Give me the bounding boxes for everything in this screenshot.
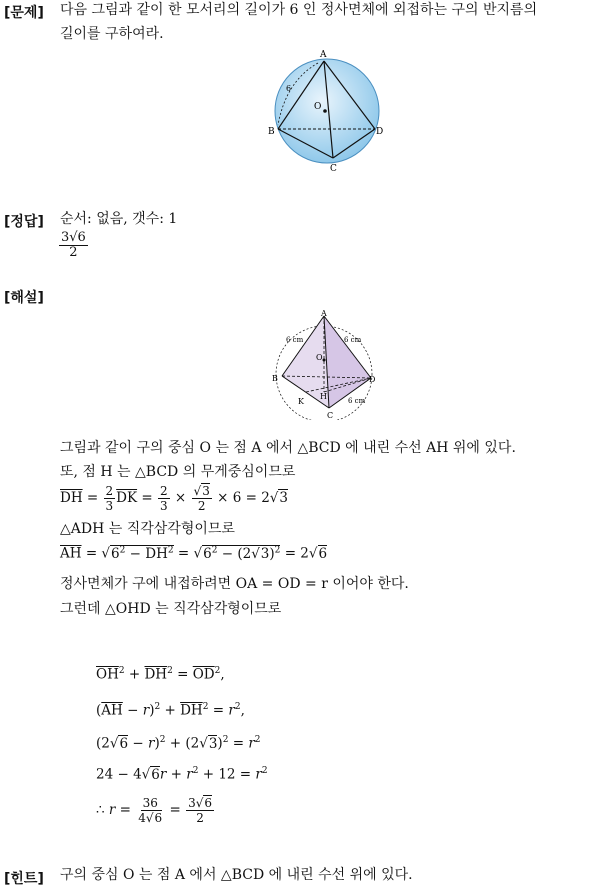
solution-line2: 또, 점 H 는 △BCD 의 무게중심이므로 (60, 464, 296, 480)
equation-2: $(\overline{AH} - r)^2 + \overline{DH}^2 = r^2$, (96, 702, 245, 719)
fig2-label-d: D (369, 375, 376, 384)
equation-1: $\overline{OH}^2 + \overline{DH}^2 = \overline{OD}^2$, (96, 666, 225, 683)
fig1-label-d: D (376, 127, 384, 137)
fig2-label-k: K (298, 397, 304, 406)
fig2-label-6cm-bottom: 6 cm (348, 397, 366, 405)
tetrahedron-figure (268, 308, 380, 420)
answer-fraction (58, 231, 89, 260)
hint-text: 구의 중심 O 는 점 A 에서 △BCD 에 내린 수선 위에 있다. (60, 867, 413, 883)
fig2-label-6cm-right: 6 cm (344, 336, 362, 344)
fig1-label-a: A (320, 50, 327, 60)
fig1-label-o: O (314, 102, 322, 112)
solution-line5: 그런데 △OHD 는 직각삼각형이므로 (60, 601, 282, 617)
fig2-label-b: B (272, 374, 278, 383)
equation-3: $(2√6 - r)^2 + (2√3)^2 = r^2$ (96, 735, 261, 752)
fig1-label-six: 6 (286, 84, 292, 93)
fig1-label-b: B (268, 127, 275, 137)
problem-text-line1: 다음 그림과 같이 한 모서리의 길이가 6 인 정사면체에 외접하는 구의 반지름의 (60, 2, 538, 18)
answer-label: [정답] (4, 214, 44, 230)
answer-text: 순서: 없음, 갯수: 1 (60, 211, 178, 227)
equation-dh: $\overline{DH}$ = $\frac{2}{3}$ $\overline{DK}$ = $\frac{2}{3}$ × $\frac{√3}{2}$ × 6 = 2√3 (60, 484, 288, 513)
equation-4: $24 - 4√6r + r^2 + 12 = r^2$ (96, 766, 268, 783)
fig2-label-o: O (316, 353, 323, 362)
solution-line1: 그림과 같이 구의 중심 O 는 점 A 에서 △BCD 에 내린 수선 AH 위에 있다. (60, 440, 516, 456)
fig2-label-c: C (327, 411, 334, 420)
problem-label: [문제] (4, 5, 44, 21)
fig2-label-6cm-left: 6 cm (286, 336, 304, 344)
hint-label: [힌트] (4, 871, 44, 887)
answer-fraction-numerator: 3√6 (61, 230, 86, 245)
fig2-label-h: H (320, 392, 327, 401)
equation-5: ∴ r = $\frac{36}{4√6}$ = $\frac{3√6}{2}$ (96, 796, 213, 825)
fig1-label-c: C (330, 164, 337, 174)
fig2-label-a: A (321, 309, 327, 318)
sphere-tetrahedron-figure (262, 45, 392, 175)
solution-label: [해설] (4, 290, 44, 306)
equation-ah: $\overline{AH} = √6^2 - \overline{DH}^2 = √6^2 - (2√3)^2 = 2√6$ (60, 545, 328, 562)
solution-line4: 정사면체가 구에 내접하려면 OA = OD = r 이어야 한다. (60, 576, 409, 592)
problem-text-line2: 길이를 구하여라. (60, 26, 164, 42)
solution-line3: △ADH 는 직각삼각형이므로 (60, 521, 235, 537)
answer-fraction-denominator: 2 (69, 245, 78, 260)
